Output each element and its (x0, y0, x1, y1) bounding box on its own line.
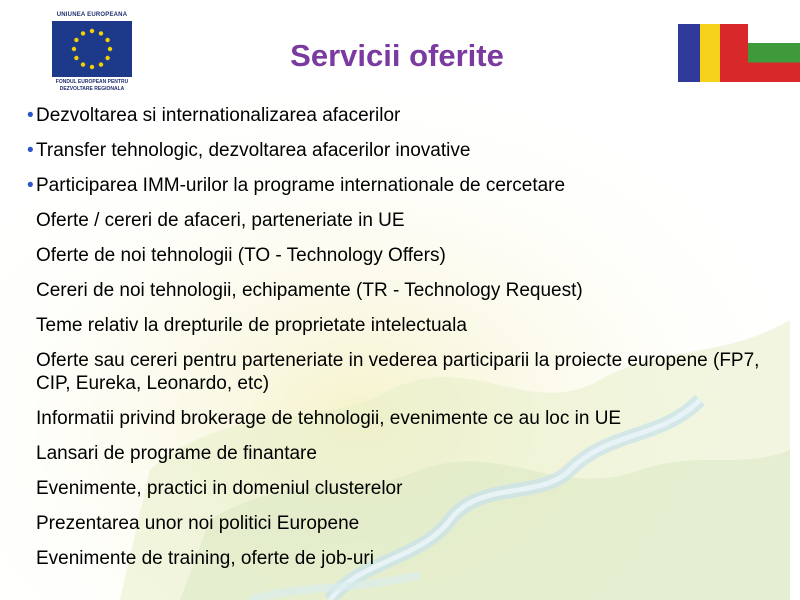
list-item: Prezentarea unor noi politici Europene (36, 513, 360, 534)
bullet-icon: • (27, 105, 34, 126)
bullet-text: Transfer tehnologic, dezvoltarea afacerilor inovative (36, 140, 471, 161)
bullet-icon: • (27, 175, 34, 196)
list-item: Informatii privind brokerage de tehnologii, evenimente ce au loc in UE (36, 408, 622, 429)
list-item: Oferte sau cereri pentru parteneriate in vederea participarii la proiecte europene (FP7, CIP, Eureka, Leonardo, etc) (36, 350, 760, 394)
bullet-text: Dezvoltarea si internationalizarea afacerilor (36, 105, 401, 126)
services-list (27, 104, 772, 582)
list-item: Lansari de programe de finantare (36, 443, 317, 464)
slide-title: Servicii oferite (290, 38, 504, 73)
eu-logo-bottom-text-1: FONDUL EUROPEAN PENTRU (55, 79, 129, 85)
eu-logo-top-text: UNIUNEA EUROPEANA (56, 12, 128, 18)
bullet-item (27, 139, 772, 162)
list-item: Oferte de noi tehnologii (TO - Technology Offers) (36, 245, 446, 266)
bullet-item (27, 104, 772, 127)
list-item: Evenimente de training, oferte de job-uri (36, 548, 374, 569)
eu-logo-bottom-text-2: DEZVOLTARE REGIONALA (59, 86, 125, 92)
list-item: Teme relativ la drepturile de proprietate intelectuala (36, 315, 467, 336)
list-item: Cereri de noi tehnologii, echipamente (TR - Technology Request) (36, 280, 583, 301)
list-item: Evenimente, practici in domeniul clusterelor (36, 478, 403, 499)
bullet-icon: • (27, 140, 34, 161)
bullet-item (27, 174, 772, 197)
list-item: Oferte / cereri de afaceri, parteneriate in UE (36, 210, 405, 231)
bullet-text: Participarea IMM-urilor la programe internationale de cercetare (36, 175, 566, 196)
